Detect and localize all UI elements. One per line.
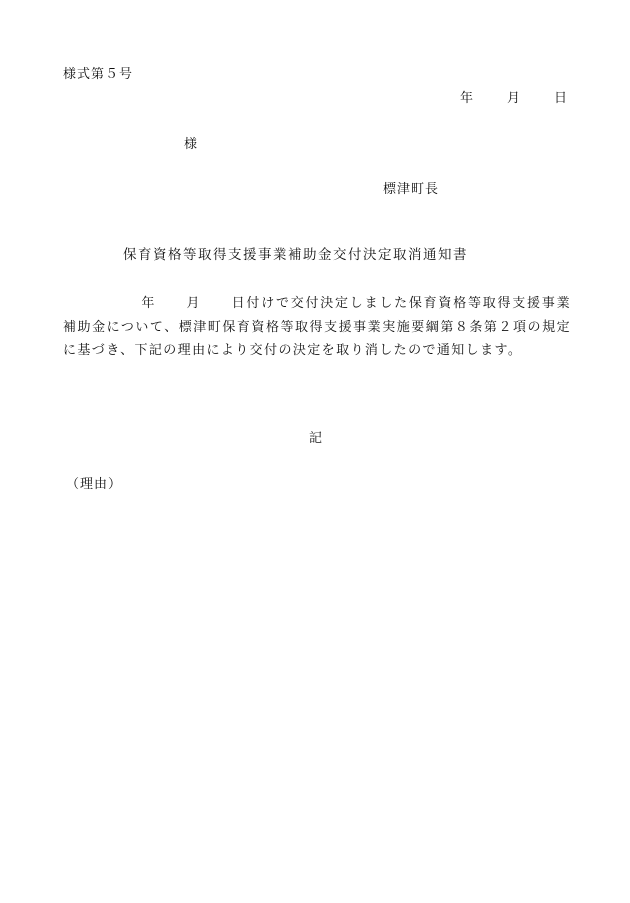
body-text: 日付けで交付決定しました保育資格等取得支援事業補助金について、標津町保育資格等取得支援事業実施要綱第８条第２項の規定に基づき、下記の理由により交付の決定を取り消したので通知します。: [63, 296, 571, 358]
form-number: 様式第５号: [63, 67, 134, 82]
ki-heading: 記: [309, 431, 323, 446]
body-month-label: 月: [186, 296, 202, 311]
document-title: 保育資格等取得支援事業補助金交付決定取消通知書: [123, 247, 468, 263]
date-month-label: 月: [507, 91, 521, 106]
date-year-label: 年: [460, 91, 474, 106]
date-day-label: 日: [554, 91, 568, 106]
body-year-label: 年: [141, 296, 157, 311]
reason-label: （理由）: [66, 477, 123, 492]
date-line: [460, 92, 567, 105]
issuer-name: 標津町長: [383, 182, 440, 197]
body-paragraph: [63, 292, 571, 363]
addressee-suffix: 様: [184, 137, 198, 152]
